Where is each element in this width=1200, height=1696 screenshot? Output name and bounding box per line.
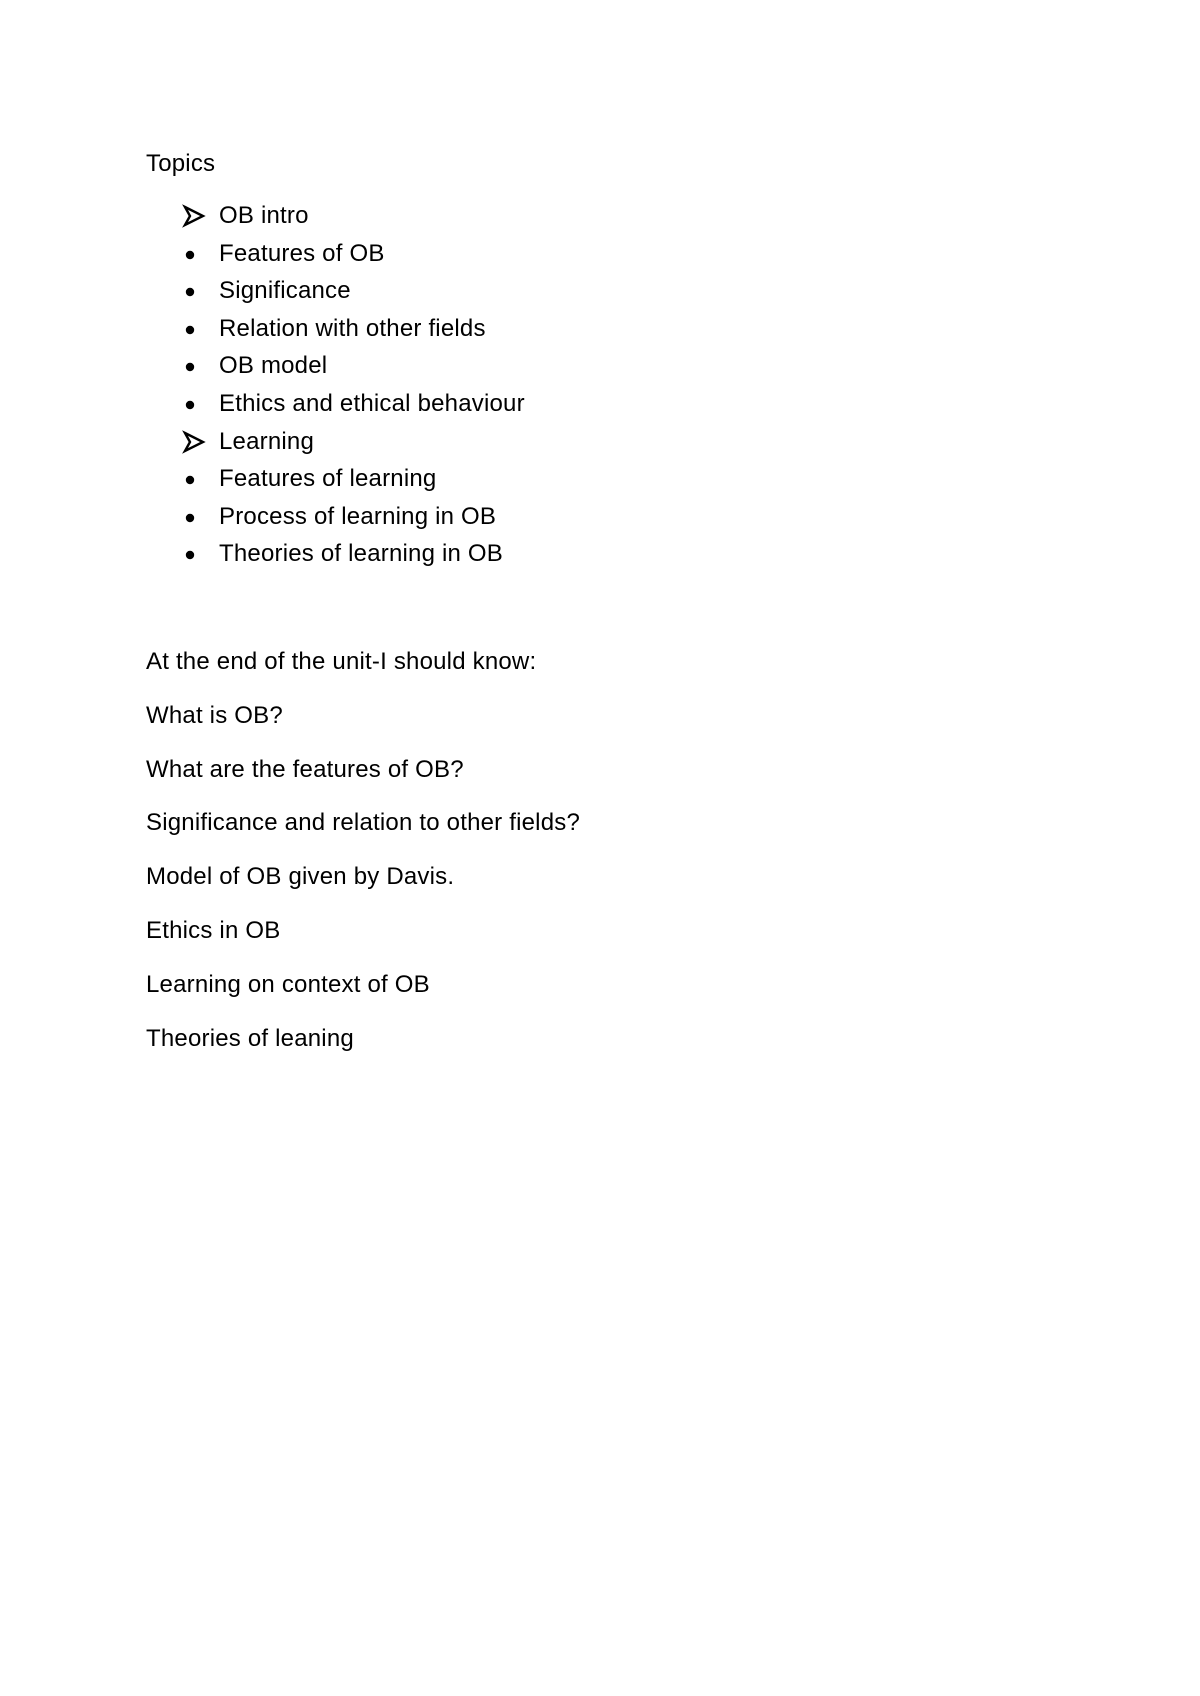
topic-label: Significance (219, 277, 351, 305)
dot-bullet-icon (182, 238, 206, 270)
topic-label: OB model (219, 352, 328, 380)
learning-objectives (146, 646, 580, 1076)
dot-bullet-icon (182, 538, 206, 570)
topic-label: Ethics and ethical behaviour (219, 389, 525, 417)
topics-heading: Topics (146, 150, 216, 177)
dot-bullet-icon (182, 313, 206, 345)
topic-label: Features of learning (219, 465, 437, 493)
topic-label: Process of learning in OB (219, 502, 497, 530)
objective-line: Model of OB given by Davis. (146, 863, 455, 891)
topics-list (146, 200, 525, 576)
arrow-bullet-icon (182, 200, 206, 232)
topic-label: Theories of learning in OB (219, 540, 504, 568)
objective-line: Theories of leaning (146, 1024, 354, 1052)
objective-line: What is OB? (146, 701, 283, 729)
dot-bullet-icon (182, 350, 206, 382)
list-item (146, 501, 525, 539)
list-item (146, 463, 525, 501)
objective-line: Learning on context of OB (146, 970, 430, 998)
dot-bullet-icon (182, 501, 206, 533)
list-item (146, 200, 525, 238)
topic-label: Relation with other fields (219, 314, 486, 342)
topic-label: Learning (219, 427, 315, 455)
dot-bullet-icon (182, 388, 206, 420)
objective-line: Significance and relation to other fields? (146, 809, 581, 837)
objective-line: What are the features of OB? (146, 755, 464, 783)
topic-label: OB intro (219, 202, 309, 229)
list-item (146, 350, 525, 388)
arrow-bullet-icon (182, 426, 206, 458)
list-item (146, 275, 525, 313)
topic-label: Features of OB (219, 239, 385, 267)
dot-bullet-icon (182, 463, 206, 495)
list-item (146, 538, 525, 576)
objective-line: Ethics in OB (146, 916, 281, 944)
objectives-intro: At the end of the unit-I should know: (146, 648, 537, 675)
list-item (146, 426, 525, 464)
list-item (146, 388, 525, 426)
dot-bullet-icon (182, 275, 206, 307)
list-item (146, 238, 525, 276)
list-item (146, 313, 525, 351)
